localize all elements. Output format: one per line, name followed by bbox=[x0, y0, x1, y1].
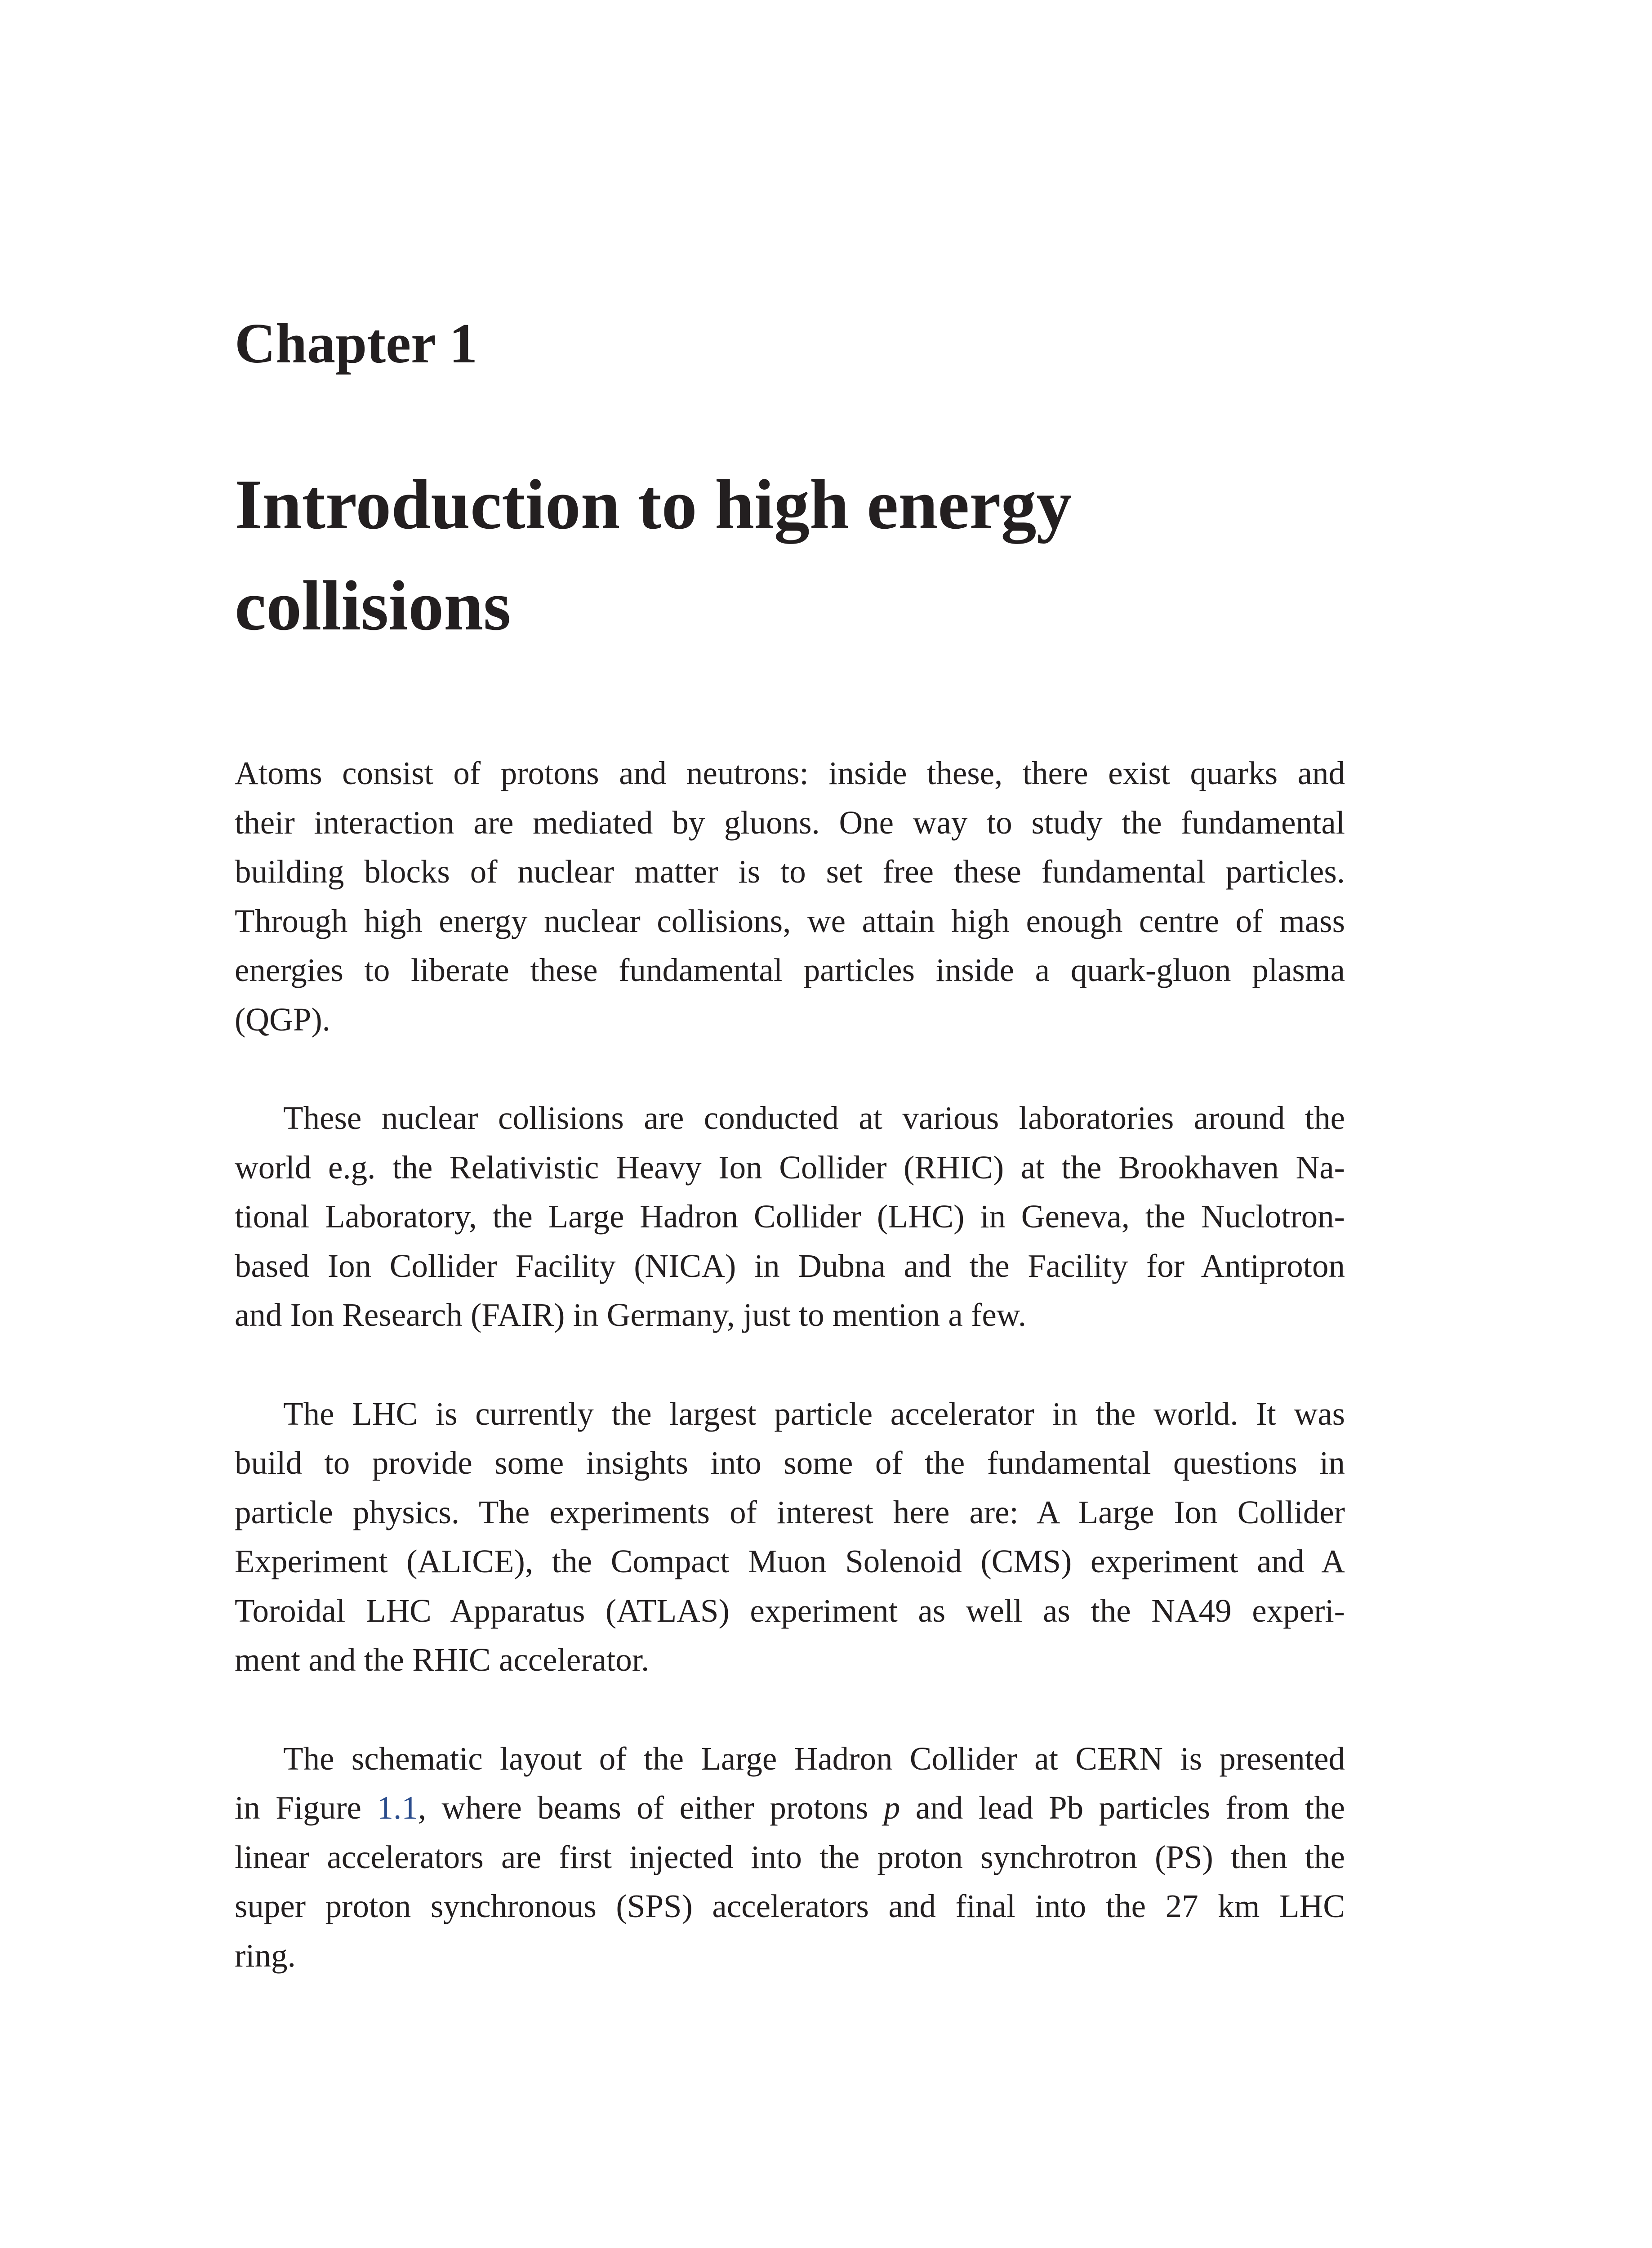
figure-reference-link[interactable]: 1.1 bbox=[377, 1789, 418, 1826]
text-line: build to provide some insights into some of the fundamental questions in bbox=[235, 1445, 1345, 1481]
text-segment: , where beams of either protons bbox=[418, 1789, 884, 1826]
text-line: (QGP). bbox=[235, 1001, 330, 1038]
text-line: and Ion Research (FAIR) in Germany, just to mention a few. bbox=[235, 1297, 1026, 1333]
text-line: ment and the RHIC accelerator. bbox=[235, 1641, 650, 1678]
chapter-title-line: collisions bbox=[235, 566, 511, 645]
text-line: These nuclear collisions are conducted at various laboratories around the bbox=[283, 1100, 1345, 1136]
text-line: ring. bbox=[235, 1937, 296, 1974]
chapter-label: Chapter 1 bbox=[235, 312, 478, 375]
text-line: Experiment (ALICE), the Compact Muon Solenoid (CMS) experiment and A bbox=[235, 1543, 1345, 1579]
chapter-title-line: Introduction to high energy bbox=[235, 465, 1072, 544]
text-line: Through high energy nuclear collisions, we attain high enough centre of mass bbox=[235, 902, 1345, 939]
chapter-title bbox=[235, 454, 1358, 656]
text-line: Toroidal LHC Apparatus (ATLAS) experiment as well as the NA49 experi- bbox=[235, 1592, 1345, 1629]
text-line: building blocks of nuclear matter is to set free these fundamental particles. bbox=[235, 853, 1345, 890]
text-line: tional Laboratory, the Large Hadron Collider (LHC) in Geneva, the Nuclotron- bbox=[235, 1198, 1345, 1235]
text-line: linear accelerators are first injected into the proton synchrotron (PS) then the bbox=[235, 1838, 1345, 1875]
body-text bbox=[235, 749, 1345, 2029]
text-line: The schematic layout of the Large Hadron Collider at CERN is presented bbox=[283, 1740, 1345, 1777]
text-line: their interaction are mediated by gluons. One way to study the fundamental bbox=[235, 804, 1345, 841]
paragraph-lhc bbox=[235, 1389, 1345, 1685]
text-line: based Ion Collider Facility (NICA) in Dubna and the Facility for Antiproton bbox=[235, 1247, 1345, 1284]
text-line: world e.g. the Relativistic Heavy Ion Collider (RHIC) at the Brookhaven Na- bbox=[235, 1149, 1345, 1186]
paragraph-laboratories bbox=[235, 1093, 1345, 1340]
text-segment: in Figure bbox=[235, 1789, 377, 1826]
text-line: The LHC is currently the largest particle accelerator in the world. It was bbox=[283, 1395, 1345, 1432]
math-symbol: p bbox=[883, 1789, 900, 1826]
paragraph-schematic bbox=[235, 1734, 1345, 1980]
text-line bbox=[235, 1783, 1345, 1833]
text-line: Atoms consist of protons and neutrons: inside these, there exist quarks and bbox=[235, 755, 1345, 791]
paragraph-intro bbox=[235, 749, 1345, 1044]
text-segment: and lead Pb particles from the bbox=[900, 1789, 1345, 1826]
text-line: super proton synchronous (SPS) accelerators and final into the 27 km LHC bbox=[235, 1888, 1345, 1924]
text-line: particle physics. The experiments of interest here are: A Large Ion Collider bbox=[235, 1494, 1345, 1530]
text-line: energies to liberate these fundamental particles inside a quark-gluon plasma bbox=[235, 952, 1345, 988]
